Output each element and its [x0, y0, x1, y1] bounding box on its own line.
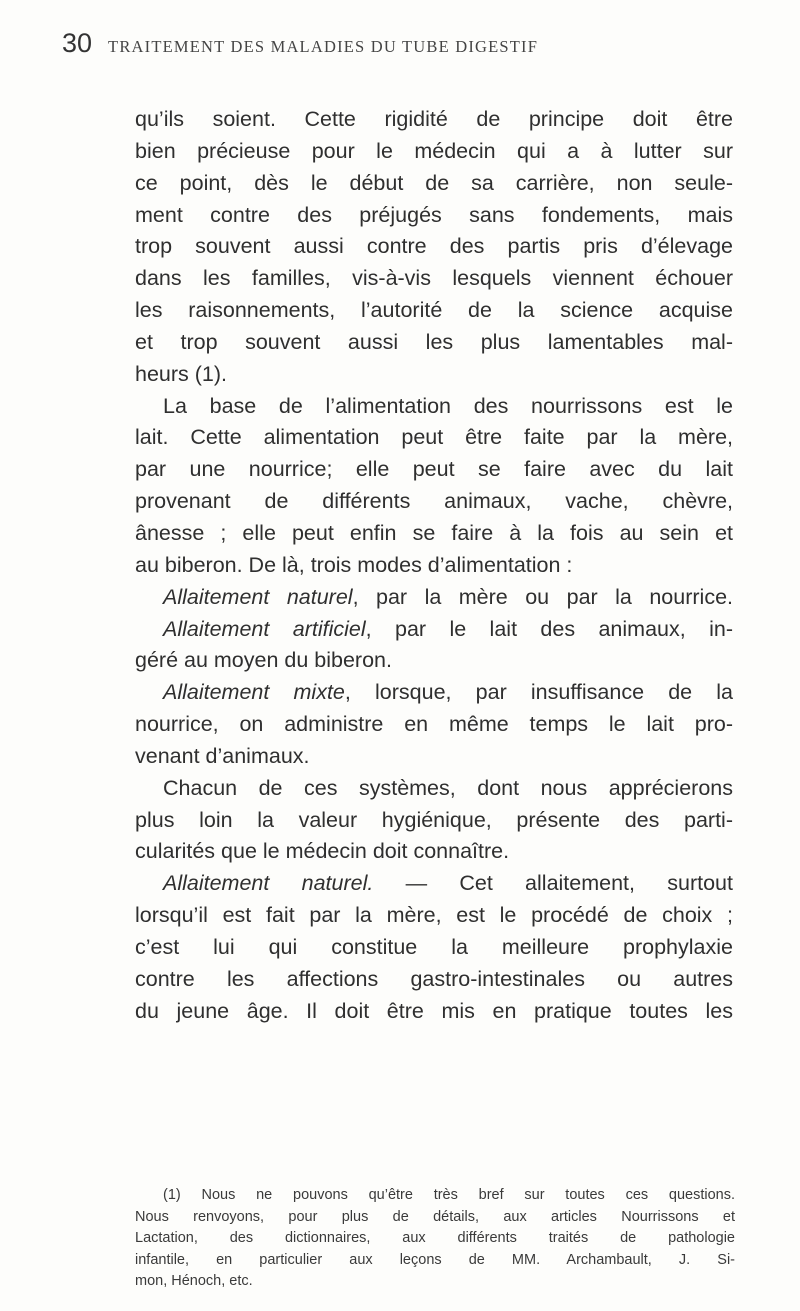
text-line: au biberon. De là, trois modes d’alimentation :	[135, 552, 573, 577]
text-line: par une nourrice; elle peut se faire avec du lait	[135, 457, 733, 482]
mode-mixte-text: , lorsque, par insuffisance de la	[344, 680, 733, 705]
mode-mixte-term: Allaitement mixte	[163, 680, 345, 705]
mode-artificiel-term: Allaitement artificiel	[163, 616, 366, 641]
paragraph-start-line: Chacun de ces systèmes, dont nous apprécierons	[163, 775, 733, 800]
text-line: cularités que le médecin doit connaître.	[135, 839, 510, 864]
text-line: lait. Cette alimentation peut être faite par la mère,	[135, 425, 733, 450]
text-line: contre les affections gastro-intestinales ou autres	[135, 966, 733, 991]
mode-naturel-line	[135, 582, 733, 614]
paragraph-start-line: La base de l’alimentation des nourrissons est le	[163, 393, 733, 418]
footnote-line: infantile, en particulier aux leçons de MM. Archambault, J. Si-	[135, 1251, 735, 1268]
section-naturel-heading: Allaitement naturel.	[163, 871, 374, 896]
mode-naturel-term: Allaitement naturel	[163, 584, 353, 609]
page-number: 30	[62, 28, 93, 58]
mode-mixte-line	[135, 677, 733, 709]
footnote-line: (1) Nous ne pouvons qu’être très bref sur toutes ces questions.	[163, 1187, 735, 1203]
text-line: bien précieuse pour le médecin qui a à lutter sur	[135, 138, 733, 163]
mode-naturel-text: , par la mère ou par la nourrice.	[352, 584, 733, 609]
mode-artificiel-text: , par le lait des animaux, in-	[365, 616, 733, 641]
text-line: nourrice, on administre en même temps le lait pro-	[135, 712, 733, 737]
text-line: du jeune âge. Il doit être mis en pratique toutes les	[135, 998, 733, 1023]
running-title: TRAITEMENT DES MALADIES DU TUBE DIGESTIF	[108, 37, 539, 56]
text-line: plus loin la valeur hygiénique, présente des parti-	[135, 807, 733, 832]
text-line: ce point, dès le début de sa carrière, non seule-	[135, 170, 733, 195]
text-line: géré au moyen du biberon.	[135, 648, 392, 673]
text-line: provenant de différents animaux, vache, chèvre,	[135, 489, 733, 514]
footnotes	[135, 1185, 735, 1293]
text-line: et trop souvent aussi les plus lamentables mal-	[135, 329, 733, 354]
running-head	[62, 28, 722, 68]
text-line: ment contre des préjugés sans fondements, mais	[135, 202, 733, 227]
footnote-line: Nous renvoyons, pour plus de détails, aux articles Nourrissons et	[135, 1208, 735, 1225]
text-line: dans les familles, vis-à-vis lesquels viennent échouer	[135, 266, 733, 291]
body-text	[135, 104, 733, 1027]
text-line: heurs (1).	[135, 361, 228, 386]
text-line: trop souvent aussi contre des partis pris d’élevage	[135, 234, 733, 259]
mode-artificiel-line	[135, 614, 733, 646]
text-line: les raisonnements, l’autorité de la science acquise	[135, 298, 733, 323]
text-line: ânesse ; elle peut enfin se faire à la fois au sein et	[135, 520, 733, 545]
section-naturel-line	[135, 868, 733, 900]
section-naturel-text: — Cet allaitement, surtout	[373, 871, 733, 896]
text-line: c’est lui qui constitue la meilleure prophylaxie	[135, 934, 733, 959]
text-line: venant d’animaux.	[135, 743, 310, 768]
text-line: lorsqu’il est fait par la mère, est le procédé de choix ;	[135, 903, 733, 928]
footnote-line: mon, Hénoch, etc.	[135, 1273, 253, 1290]
text-line: qu’ils soient. Cette rigidité de principe doit être	[135, 107, 733, 131]
footnote-line: Lactation, des dictionnaires, aux différents traités de pathologie	[135, 1230, 735, 1247]
